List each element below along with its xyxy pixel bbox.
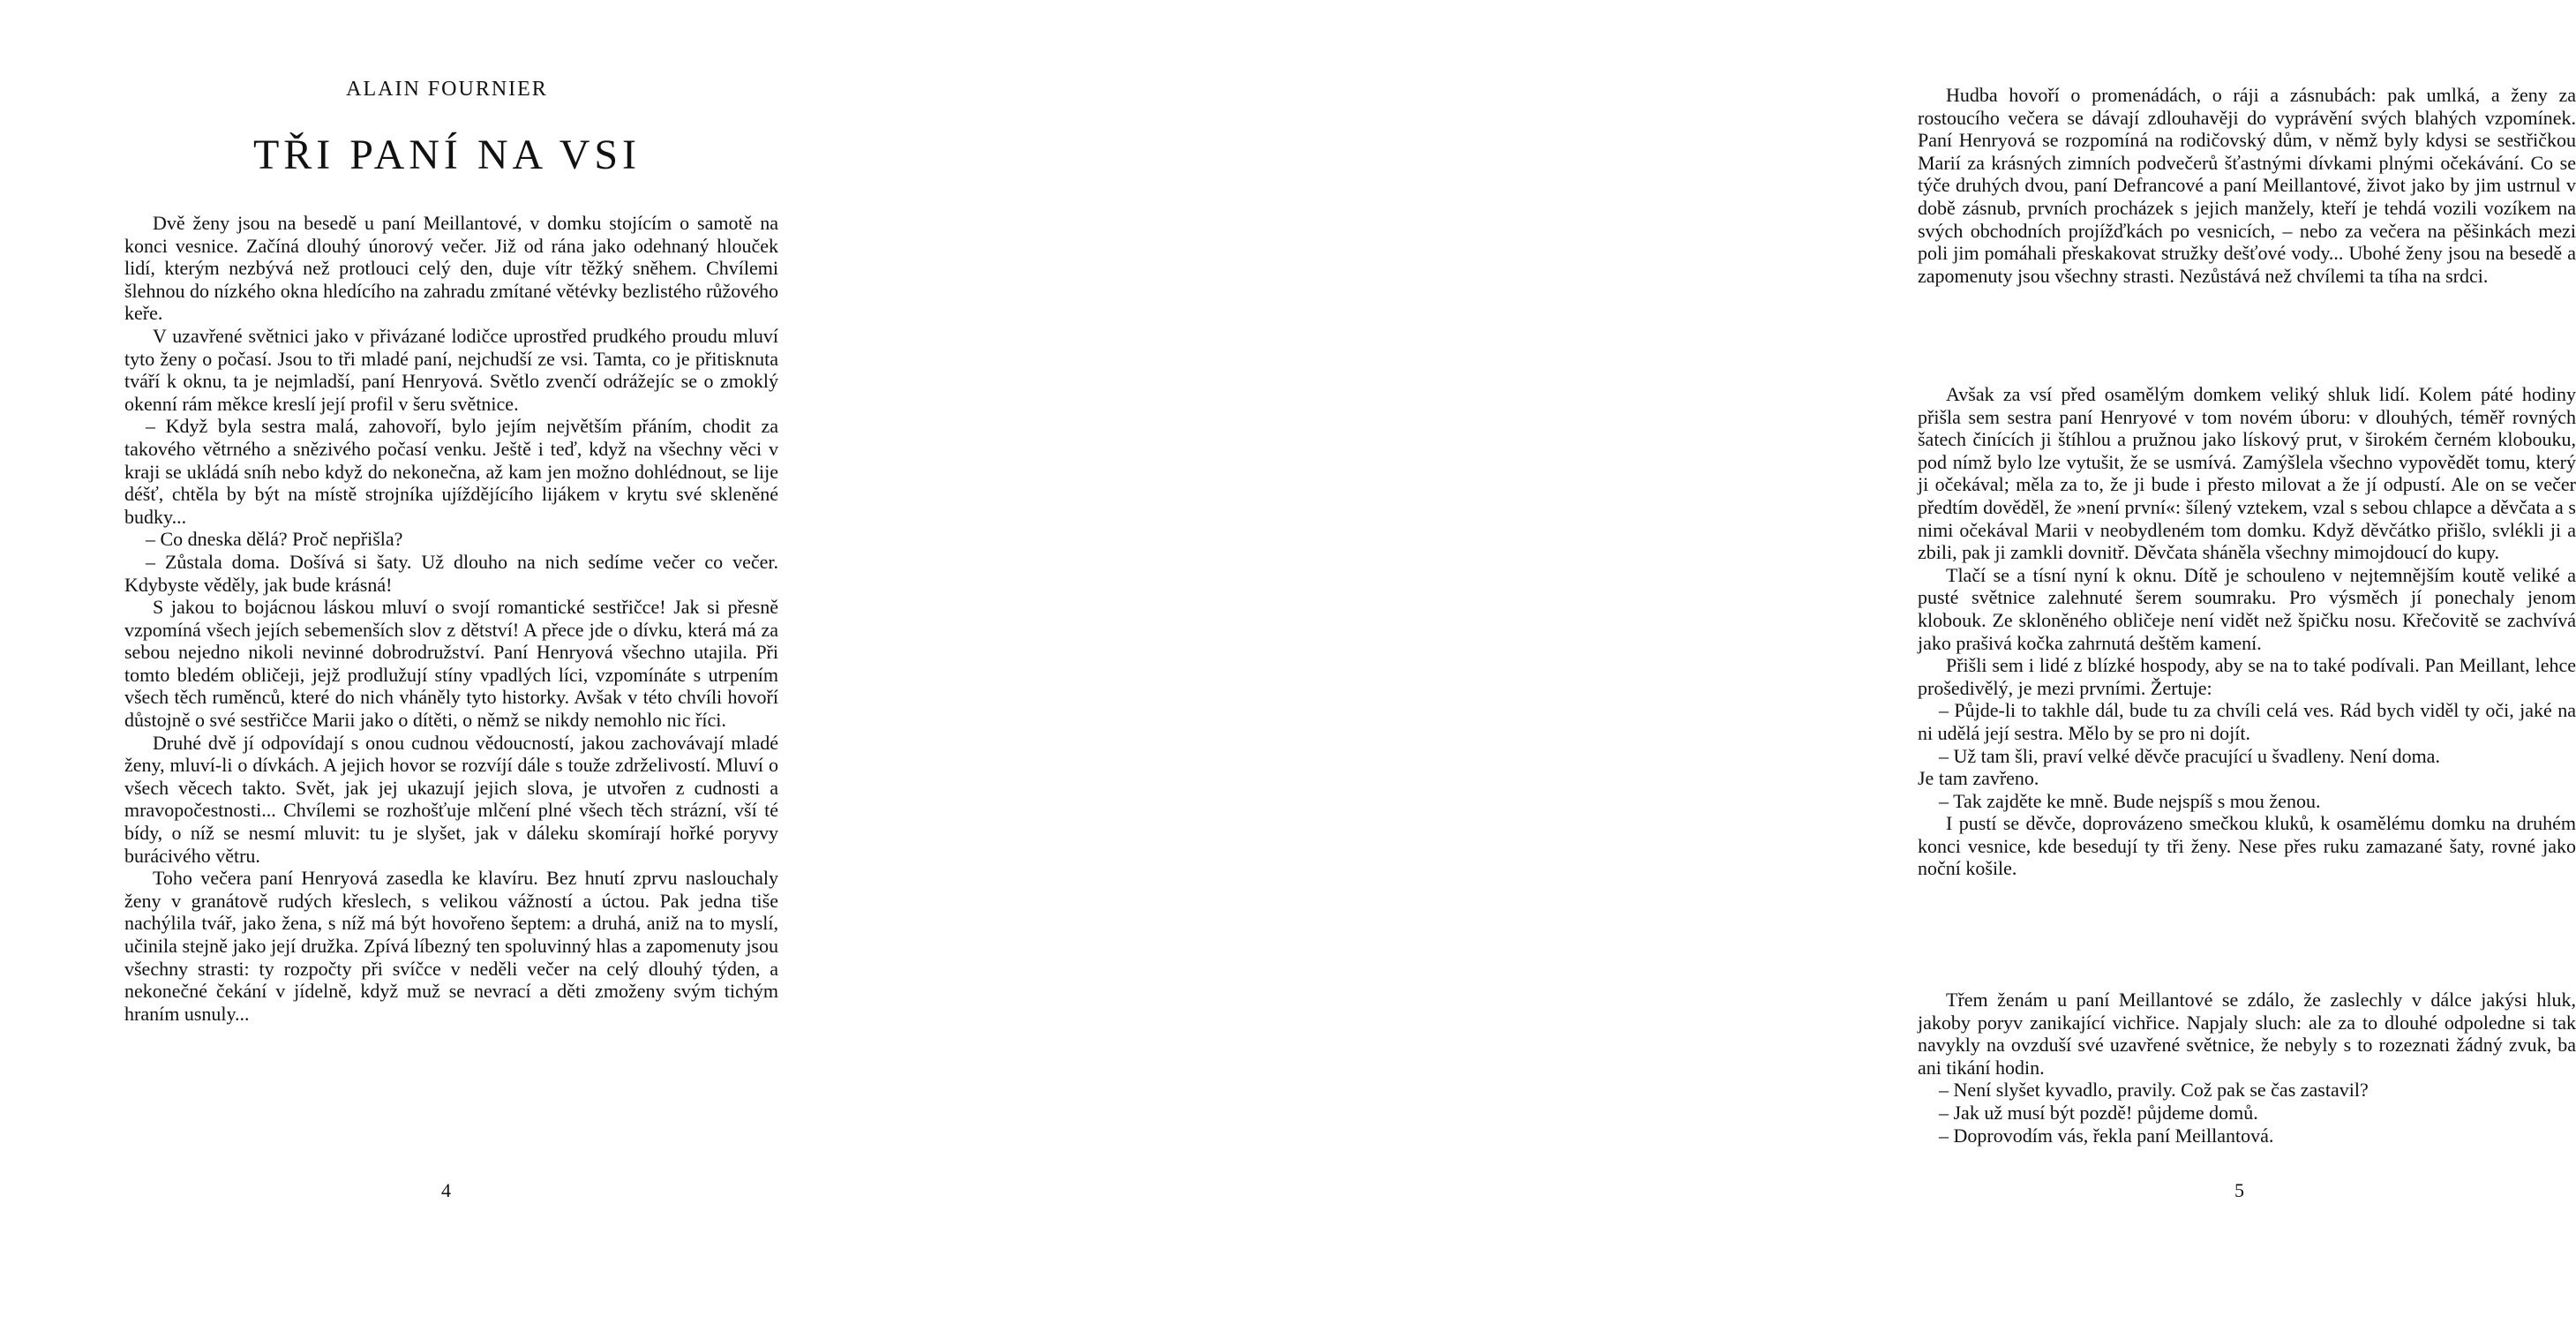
dialogue-line: – Není slyšet kyvadlo, pravily. Což pak se čas zastavil?	[1939, 1079, 2369, 1102]
paragraph: Je tam zavřeno.	[1918, 767, 2039, 790]
paragraph: Tlačí se a tísní nyní k oknu. Dítě je schouleno v nejtemnějším koutě veliké a pusté světnice zalehnuté šerem soumraku. Pro výsměch jí ponechaly jenom klobouk. Ze skloněného obličeje není vidět než špičku nosu. Křečovitě se zachvívá jako prašivá kočka zahrnutá deštěm kamení.	[1918, 563, 2576, 654]
paragraph: Třem ženám u paní Meillantové se zdálo, že zaslechly v dálce jakýsi hluk, jakoby poryv zanikající vichřice. Napjaly sluch: ale za to dlouhé odpoledne si tak navykly na ovzduší své uzavřené světnice, že nebyly s to rozeznati žádný zvuk, ba ani tikání hodin.	[1918, 989, 2576, 1079]
paragraph: Toho večera paní Henryová zasedla ke klavíru. Bez hnutí zprvu naslouchaly ženy v granátově rudých křeslech, s velikou vážností a úctou. Pak jedna tiše nachýlila tvář, jako žena, s níž má být hovořeno šeptem: a druhá, aniž na to myslí, učinila stejně jako její družka. Zpívá líbezný ten spoluvinný hlas a zapomenuty jsou všechny strasti: ty rozpočty při svíčce v neděli večer na celý dlouhý týden, a nekonečné čekání v jídelně, když muž se nevrací a děti zmoženy svým tichým hraním usnuly...	[124, 867, 778, 1025]
left-page	[0, 0, 894, 1324]
page-number: 5	[2234, 1179, 2244, 1201]
dialogue-line: – Tak zajděte ke mně. Bude nejspíš s mou ženou.	[1939, 789, 2321, 812]
paragraph: I pustí se děvče, doprovázeno smečkou kluků, k osamělému domku na druhém konci vesnice, kde besedují ty tři ženy. Nese přes ruku zamazané šaty, rovné jako noční košile.	[1918, 812, 2576, 880]
dialogue-line: – Co dneska dělá? Proč nepřišla?	[146, 528, 403, 551]
dialogue-line: – Už tam šli, praví velké děvče pracující u švadleny. Není doma.	[1939, 744, 2440, 767]
dialogue-line: – Půjde-li to takhle dál, bude tu za chvíli celá ves. Rád bych viděl ty oči, jaké na ni udělá její sestra. Mělo by se pro ni dojít.	[1918, 699, 2576, 744]
right-page-section-1	[1918, 84, 2576, 287]
story-title: TŘI PANÍ NA VSI	[252, 132, 642, 178]
paragraph: V uzavřené světnici jako v přivázané lodičce uprostřed prudkého proudu mluví tyto ženy o počasí. Jsou to tři mladé paní, nejchudší ze vsi. Tamta, co je přitisknuta tváří k oknu, ta je nejmladší, paní Henryová. Světlo zvenčí odrážejíc se o zmoklý okenní rám měkce kreslí její profil v šeru světnice.	[124, 324, 778, 415]
paragraph: Druhé dvě jí odpovídají s onou cudnou vědoucností, jakou zachovávají mladé ženy, mluví-li o dívkách. A jejich hovor se rozvíjí dále s touže zdrželivostí. Mluví o všech věcech takto. Svět, jak jej ukazují jejich slova, je utvořen z cudnosti a mravopočestnosti... Chvílemi se rozhošťuje mlčení plné všech těch strázní, vší té bídy, o níž se nesmí mluvit: tu je slyšet, jak v dáleku skomírají hořké poryvy burácivého větru.	[124, 731, 778, 867]
right-page	[894, 0, 2576, 1324]
author-name: ALAIN FOURNIER	[346, 78, 548, 101]
dialogue-line: – Jak už musí být pozdě! půjdeme domů.	[1939, 1101, 2258, 1124]
page-number: 4	[441, 1179, 451, 1201]
paragraph: Dvě ženy jsou na besedě u paní Meillantové, v domku stojícím o samotě na konci vesnice. Začíná dlouhý únorový večer. Již od rána jako odehnaný hlouček lidí, kterým nezbývá než protlouci celý den, duje vítr těžký sněhem. Chvílemi šlehnou do nízkého okna hledícího na zahradu zmítané větévky bezlistého růžového keře.	[124, 212, 778, 325]
paragraph: Hudba hovoří o promenádách, o ráji a zásnubách: pak umlká, a ženy za rostoucího večera se dávají zdlouhavěji do vyprávění svých blahých vzpomínek. Paní Henryová se rozpomíná na rodičovský dům, v němž byly kdysi se sestřičkou Marií za krásných zimních podvečerů šťastnými dívkami plnými očekávání. Co se týče druhých dvou, paní Defrancové a paní Meillantové, život jako by jim ustrnul v době zásnub, prvních procházek s jejich manžely, kteří je tehdá vozili vozíkem na svých obchodních projížďkách po vesnicích, – nebo za večera na pěšinkách mezi poli jim pomáhali přeskakovat stružky dešťové vody... Ubohé ženy jsou na besedě a zapomenuty jsou všechny strasti. Nezůstává než chvílemi ta tíha na srdci.	[1918, 84, 2576, 287]
right-page-section-2	[1918, 383, 2576, 880]
paragraph: S jakou to bojácnou láskou mluví o svojí romantické sestřičce! Jak si přesně vzpomíná všech jejích sebemenších slov z dětství! A přece jde o dívku, která má za sebou nejedno nikoli nevinné dobrodružství. Paní Henryová všechno utajila. Při tomto bledém obličeji, jejž prodlužují stíny vpadlých líci, vzpomínáte s utrpením všech těch ruměnců, které do nich vháněly tyto historky. Avšak v této chvíli hovoří důstojně o své sestřičce Marii jako o dítěti, o němž se nikdy nemohlo nic říci.	[124, 596, 778, 732]
left-page-text	[124, 212, 778, 1025]
dialogue-line: – Když byla sestra malá, zahovoří, bylo jejím největším přáním, chodit za takového větrného a snězivého počasí venku. Ještě i teď, když na všechny věci v kraji se ukládá sníh nebo když do nekonečna, až kam jen možno dohlédnout, se lije déšť, chtěla by být na místě strojníka ujíždějícího lijákem v krytu své skleněné budky...	[124, 415, 778, 528]
paragraph: Přišli sem i lidé z blízké hospody, aby se na to také podívali. Pan Meillant, lehce prošedivělý, je mezi prvními. Žertuje:	[1918, 654, 2576, 699]
dialogue-line: – Zůstala doma. Došívá si šaty. Už dlouho na nich sedíme večer co večer. Kdybyste věděly, jak bude krásná!	[124, 550, 778, 596]
right-page-section-3	[1918, 989, 2576, 1147]
dialogue-line: – Doprovodím vás, řekla paní Meillantová.	[1939, 1124, 2274, 1147]
paragraph: Avšak za vsí před osamělým domkem veliký shluk lidí. Kolem páté hodiny přišla sem sestra paní Henryové v tom novém úboru: v dlouhých, téměř rovných šatech činících ji štíhlou a pružnou jako lískový prut, v širokém černém klobouku, pod nímž bylo lze vytušit, že se usmívá. Zamýšlela všechno vypovědět tomu, který ji očekával; měla za to, že ji bude i přesto milovat a že jí odpustí. Ale on se večer předtím dověděl, že »není první«: šílený vztekem, vzal s sebou chlapce a děvčata a s nimi očekával Marii v neobydleném tom domku. Když děvčátko přišlo, svlékli ji a zbili, pak ji zamkli dovnitř. Děvčata sháněla všechny mimojdoucí do kupy.	[1918, 383, 2576, 564]
